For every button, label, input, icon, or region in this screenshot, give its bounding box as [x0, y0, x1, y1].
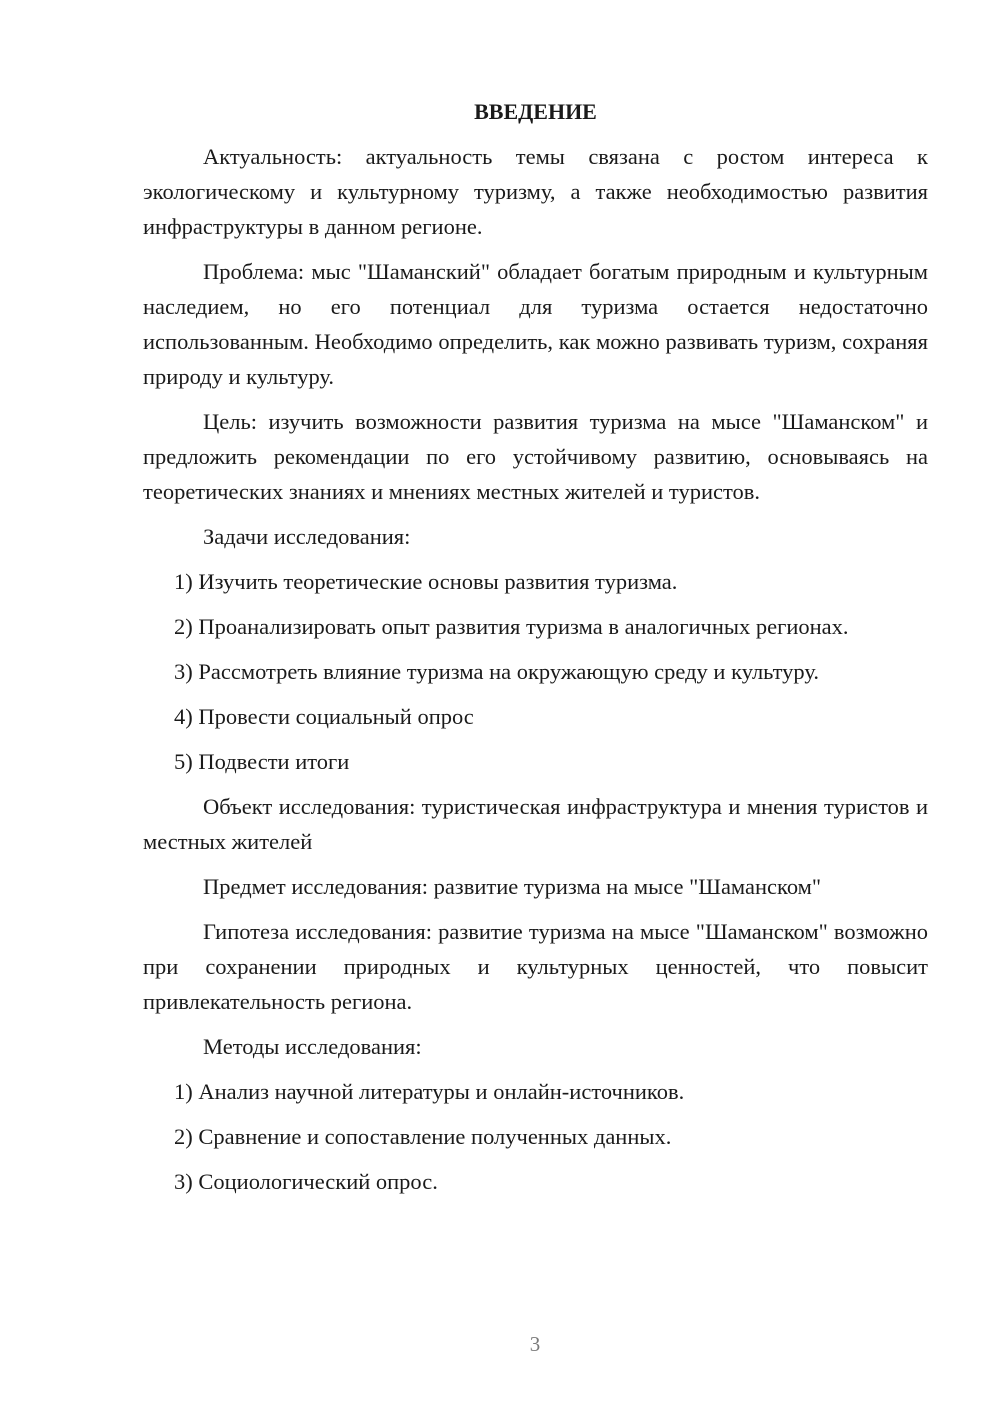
hypothesis-paragraph: Гипотеза исследования: развитие туризма на мысе "Шаманском" возможно при сохранении природных и культурных ценностей, что повысит привлекательность региона. [143, 919, 928, 1014]
subject-paragraph: Предмет исследования: развитие туризма на мысе "Шаманском" [203, 874, 822, 899]
method-item: 2) Сравнение и сопоставление полученных данных. [174, 1124, 672, 1149]
relevance-paragraph: Актуальность: актуальность темы связана с ростом интереса к экологическому и культурному туризму, а также необходимостью развития инфраструктуры в данном регионе. [143, 144, 928, 239]
task-item: 1) Изучить теоретические основы развития туризма. [174, 569, 678, 594]
section-heading: ВВЕДЕНИЕ [474, 99, 597, 124]
methods-list [143, 1074, 928, 1199]
task-item: 2) Проанализировать опыт развития туризма в аналогичных регионах. [174, 614, 849, 639]
task-item: 3) Рассмотреть влияние туризма на окружающую среду и культуру. [174, 659, 819, 684]
page-content [143, 94, 928, 1209]
task-item: 4) Провести социальный опрос [174, 704, 474, 729]
object-paragraph: Объект исследования: туристическая инфраструктура и мнения туристов и местных жителей [143, 794, 928, 854]
methods-label: Методы исследования: [203, 1034, 422, 1059]
goal-paragraph: Цель: изучить возможности развития туризма на мысе "Шаманском" и предложить рекомендации по его устойчивому развитию, основываясь на теоретических знаниях и мнениях местных жителей и туристов. [143, 409, 928, 504]
method-item: 3) Социологический опрос. [174, 1169, 438, 1194]
page-number: 3 [529, 1332, 541, 1356]
tasks-list [143, 564, 928, 779]
tasks-label: Задачи исследования: [203, 524, 411, 549]
task-item: 5) Подвести итоги [174, 749, 350, 774]
method-item: 1) Анализ научной литературы и онлайн-источников. [174, 1079, 685, 1104]
problem-paragraph: Проблема: мыс "Шаманский" обладает богатым природным и культурным наследием, но его потенциал для туризма остается недостаточно использованным. Необходимо определить, как можно развивать туризм, сохраняя природу и культуру. [143, 259, 928, 389]
